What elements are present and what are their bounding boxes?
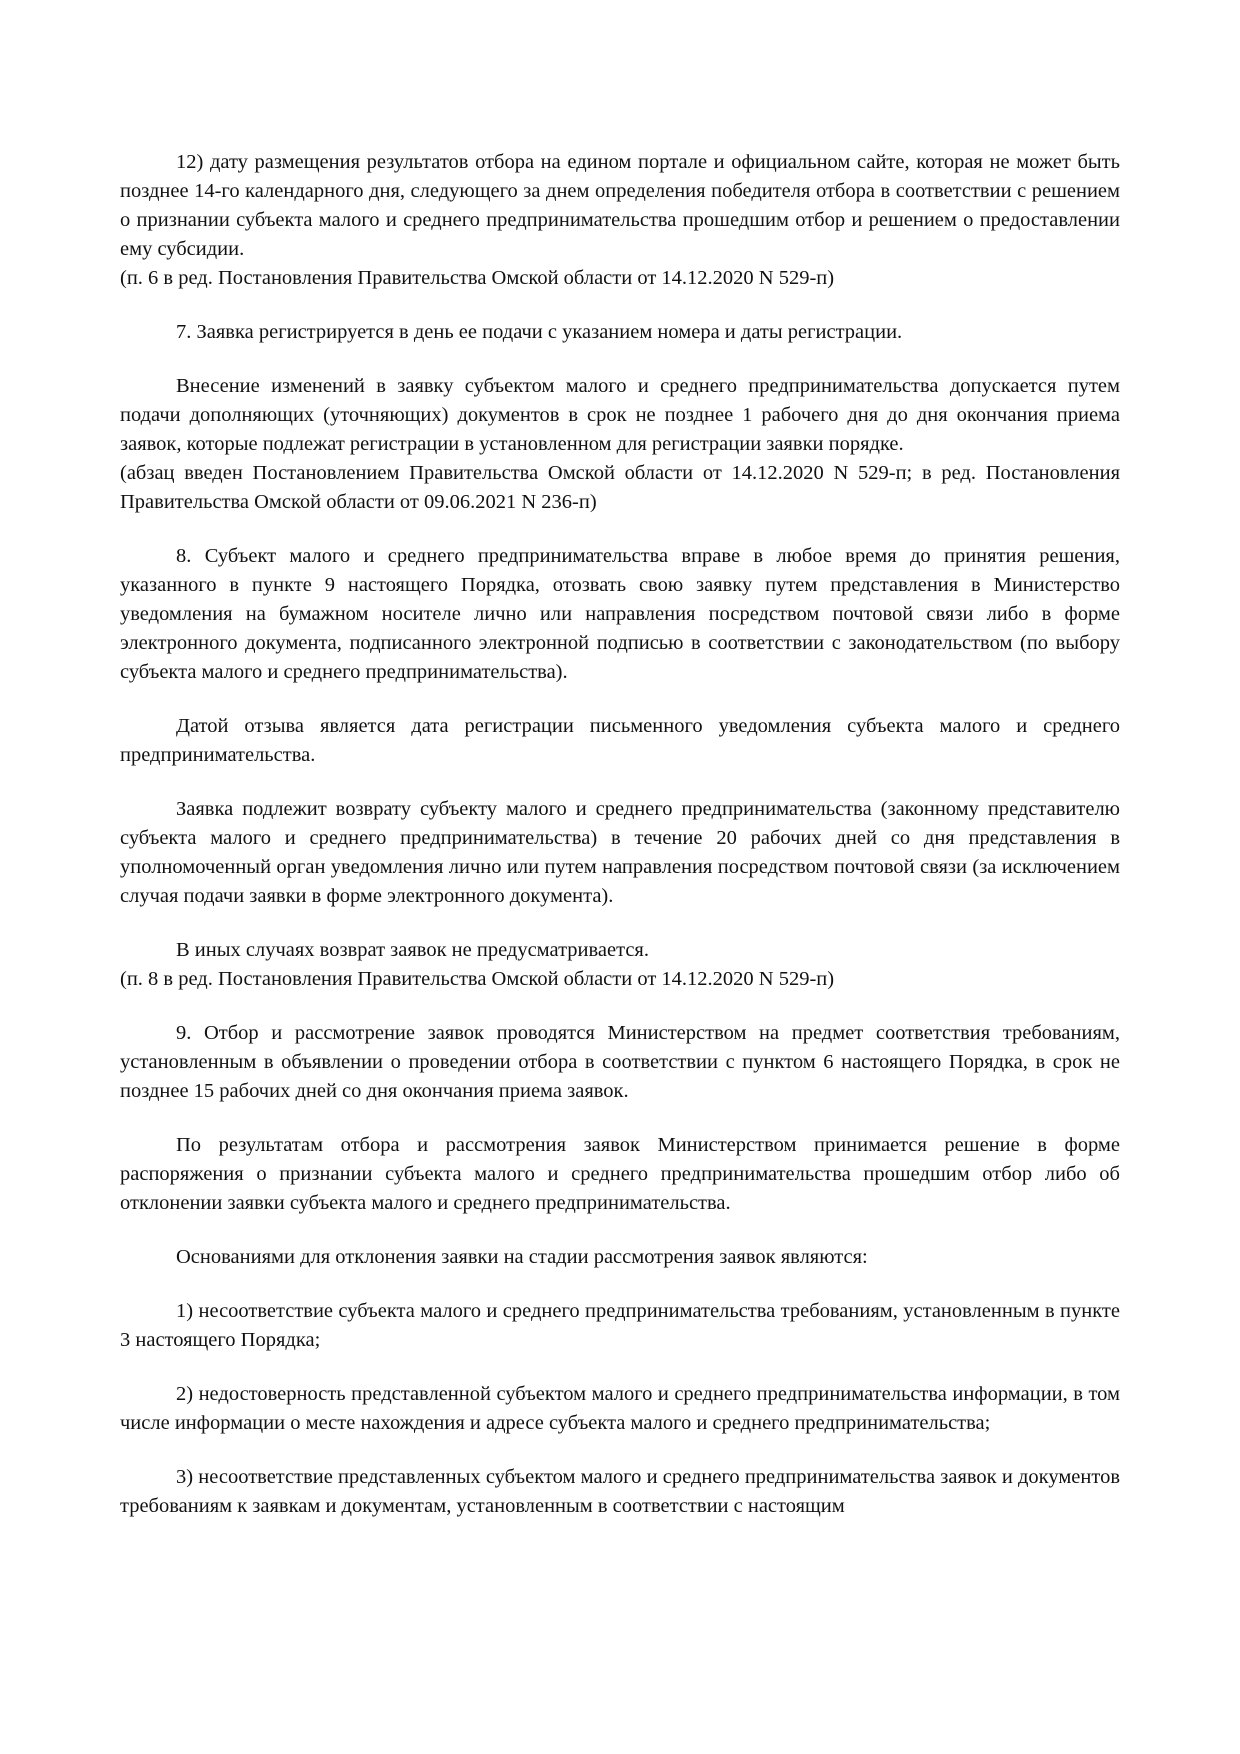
list-item-ground-3: 3) несоответствие представленных субъектом малого и среднего предпринимательства заявок и документов требованиям к заявкам и документам, установленным в соответствии с настоящим — [120, 1466, 1120, 1517]
paragraph-no-return: В иных случаях возврат заявок не предусматривается. — [176, 939, 649, 961]
paragraph-9-selection: 9. Отбор и рассмотрение заявок проводятся Министерством на предмет соответствия требованиям, установленным в объявлении о проведении отбора в соответствии с пунктом 6 настоящего Порядка, в срок не позднее 15 рабочих дней со дня окончания приема заявок. — [120, 1022, 1120, 1102]
paragraph-changes-to-application: Внесение изменений в заявку субъектом малого и среднего предпринимательства допускается путем подачи дополняющих (уточняющих) документов в срок не позднее 1 рабочего дня до дня окончания приема заявок, которые подлежат регистрации в установленном для регистрации заявки порядке. — [120, 375, 1120, 455]
document-page — [120, 148, 1120, 1521]
list-item-ground-1: 1) несоответствие субъекта малого и среднего предпринимательства требованиям, установленным в пункте 3 настоящего Порядка; — [120, 1300, 1120, 1351]
list-item-ground-2: 2) недостоверность представленной субъектом малого и среднего предпринимательства информации, в том числе информации о месте нахождения и адресе субъекта малого и среднего предпринимательства; — [120, 1383, 1120, 1434]
paragraph-withdrawal-date: Датой отзыва является дата регистрации письменного уведомления субъекта малого и среднего предпринимательства. — [120, 715, 1120, 766]
paragraph-item-12-publication-date: 12) дату размещения результатов отбора на едином портале и официальном сайте, которая не может быть позднее 14-го календарного дня, следующего за днем определения победителя отбора в соответствии с решением о признании субъекта малого и среднего предпринимательства прошедшим отбор и решением о предоставлении ему субсидии. — [120, 151, 1120, 260]
amendment-note-p6: (п. 6 в ред. Постановления Правительства Омской области от 14.12.2020 N 529-п) — [120, 267, 835, 289]
paragraph-rejection-grounds: Основаниями для отклонения заявки на стадии рассмотрения заявок являются: — [176, 1246, 868, 1268]
paragraph-selection-results: По результатам отбора и рассмотрения заявок Министерством принимается решение в форме распоряжения о признании субъекта малого и среднего предпринимательства прошедшим отбор либо об отклонении заявки субъекта малого и среднего предпринимательства. — [120, 1134, 1120, 1214]
amendment-note-p8: (п. 8 в ред. Постановления Правительства Омской области от 14.12.2020 N 529-п) — [120, 968, 835, 990]
paragraph-application-return: Заявка подлежит возврату субъекту малого и среднего предпринимательства (законному представителю субъекта малого и среднего предпринимательства) в течение 20 рабочих дней со дня представления в уполномоченный орган уведомления лично или путем направления посредством почтовой связи (за исключением случая подачи заявки в форме электронного документа). — [120, 798, 1120, 907]
amendment-note-paragraph-introduced: (абзац введен Постановлением Правительства Омской области от 14.12.2020 N 529-п; в ред. Постановления Правительства Омской области от 09.06.2021 N 236-п) — [120, 462, 1120, 513]
paragraph-8-withdrawal: 8. Субъект малого и среднего предпринимательства вправе в любое время до принятия решения, указанного в пункте 9 настоящего Порядка, отозвать свою заявку путем представления в Министерство уведомления на бумажном носителе лично или направления посредством почтовой связи либо в форме электронного документа, подписанного электронной подписью в соответствии с законодательством (по выбору субъекта малого и среднего предпринимательства). — [120, 545, 1120, 683]
paragraph-7-registration: 7. Заявка регистрируется в день ее подачи с указанием номера и даты регистрации. — [176, 321, 903, 343]
